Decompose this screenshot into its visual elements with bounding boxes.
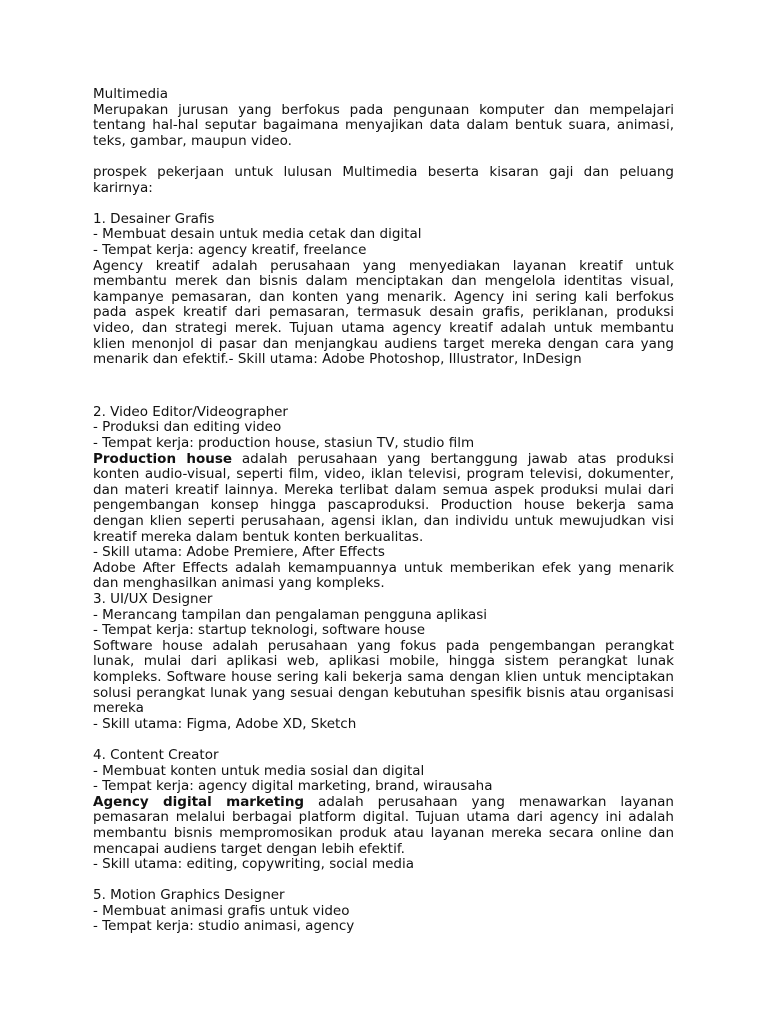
section-4-bold-term: Agency digital marketing — [93, 793, 305, 810]
section-3-workplace: - Tempat kerja: startup teknologi, software house — [93, 622, 426, 639]
section-3-task: - Merancang tampilan dan pengalaman pengguna aplikasi — [93, 606, 487, 623]
section-4-description — [93, 795, 674, 857]
section-2-description — [93, 452, 674, 546]
section-4-workplace: - Tempat kerja: agency digital marketing, brand, wirausaha — [93, 778, 493, 795]
document-title: Multimedia — [93, 86, 169, 102]
section-3-description: Software house adalah perusahaan yang fokus pada pengembangan perangkat lunak, mulai dari aplikasi web, aplikasi mobile, hingga sistem perangkat lunak kompleks. Software house sering kali bekerja sama dengan klien untuk menciptakan solusi perangkat lunak yang sesuai dengan kebutuhan spesifik bisnis atau organisasi mereka — [93, 637, 674, 717]
intro-paragraph: Merupakan jurusan yang berfokus pada pengunaan komputer dan mempelajari tentang hal-hal seputar bagaimana menyajikan data dalam bentuk suara, animasi, teks, gambar, maupun video. — [93, 101, 674, 149]
section-4-description-text: adalah perusahaan yang menawarkan layanan pemasaran melalui berbagai platform digital. Tujuan utama dari agency ini adalah membantu bisnis mempromosikan produk atau layanan mereka secara online dan mencapai audiens target dengan lebih efektif. — [93, 793, 674, 857]
section-2-heading: 2. Video Editor/Videographer — [93, 403, 288, 420]
section-2-bold-term: Production house — [93, 450, 233, 467]
section-1-description: Agency kreatif adalah perusahaan yang menyediakan layanan kreatif untuk membantu merek dan bisnis dalam menciptakan dan mengelola identitas visual, kampanye pemasaran, dan konten yang menarik. Agency ini sering kali berfokus pada aspek kreatif dari pemasaran, termasuk desain grafis, periklanan, produksi video, dan strategi merek. Tujuan utama agency kreatif adalah untuk membantu klien menonjol di pasar dan menjangkau audiens target mereka dengan cara yang menarik dan efektif.- Skill utama: Adobe Photoshop, Illustrator, InDesign — [93, 257, 674, 368]
document-body — [93, 87, 674, 935]
section-1-heading: 1. Desainer Grafis — [93, 210, 215, 227]
section-2-skill: - Skill utama: Adobe Premiere, After Effects — [93, 544, 385, 561]
section-4-heading: 4. Content Creator — [93, 746, 219, 763]
section-2-skill-description: Adobe After Effects adalah kemampuannya untuk memberikan efek yang menarik dan menghasilkan animasi yang kompleks. — [93, 559, 674, 592]
section-5-heading: 5. Motion Graphics Designer — [93, 887, 285, 904]
section-1-workplace: - Tempat kerja: agency kreatif, freelance — [93, 241, 367, 258]
section-2-task: - Produksi dan editing video — [93, 419, 282, 436]
section-3-skill: - Skill utama: Figma, Adobe XD, Sketch — [93, 715, 357, 732]
section-4-task: - Membuat konten untuk media sosial dan digital — [93, 762, 425, 779]
section-4-skill: - Skill utama: editing, copywriting, social media — [93, 856, 415, 873]
prospek-paragraph: prospek pekerjaan untuk lulusan Multimedia beserta kisaran gaji dan peluang karirnya: — [93, 163, 674, 196]
section-5-workplace: - Tempat kerja: studio animasi, agency — [93, 918, 355, 935]
section-2-workplace: - Tempat kerja: production house, stasiun TV, studio film — [93, 435, 475, 452]
section-1-task: - Membuat desain untuk media cetak dan digital — [93, 226, 422, 243]
section-2-description-text: adalah perusahaan yang bertanggung jawab atas produksi konten audio-visual, seperti film, video, iklan televisi, program televisi, dokumenter, dan materi kreatif lainnya. Mereka terlibat dalam semua aspek produksi mulai dari pengembangan konsep hingga pascaproduksi. Production house bekerja sama dengan klien seperti perusahaan, agensi iklan, dan individu untuk mewujudkan visi kreatif mereka dalam bentuk konten berkualitas. — [93, 450, 674, 545]
section-3-heading: 3. UI/UX Designer — [93, 591, 213, 607]
section-5-task: - Membuat animasi grafis untuk video — [93, 902, 350, 919]
